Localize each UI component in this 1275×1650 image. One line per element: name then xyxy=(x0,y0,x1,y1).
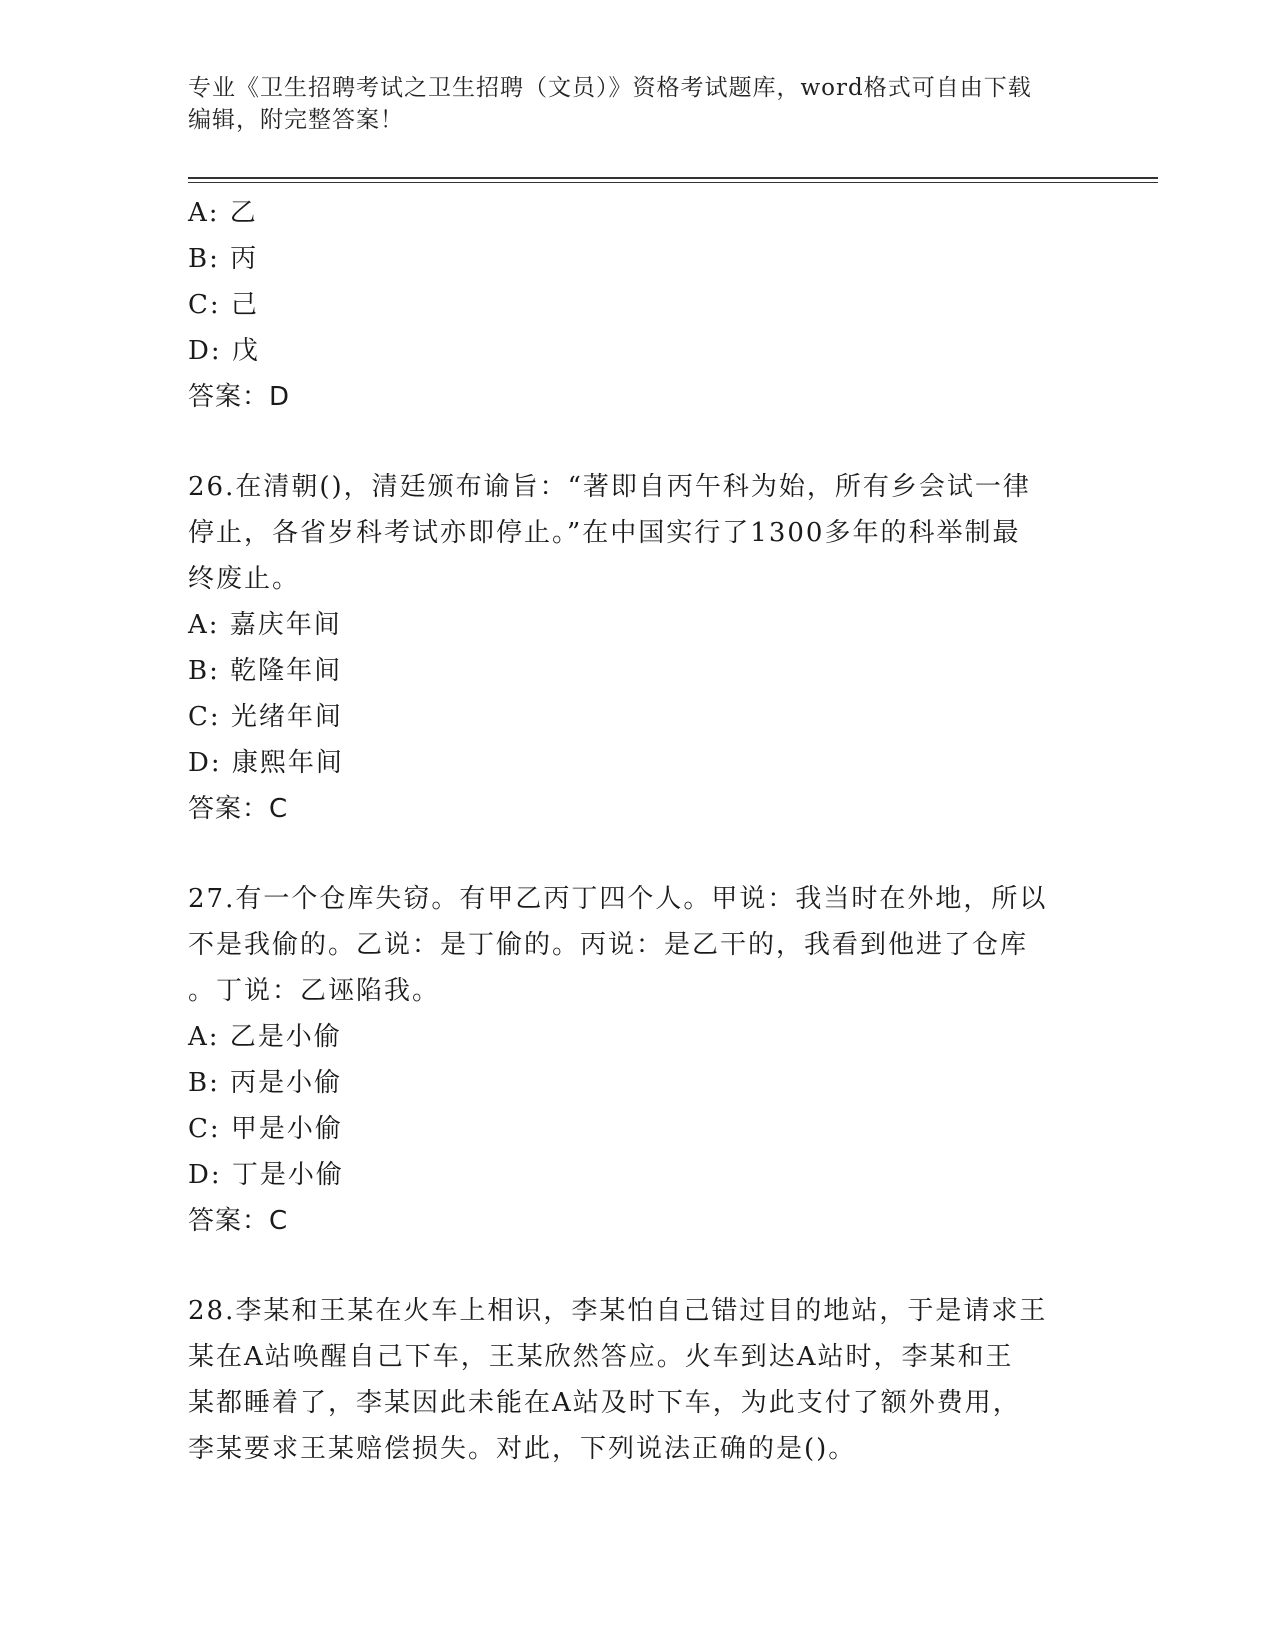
page-header xyxy=(188,72,1068,136)
answer: 答案：C xyxy=(188,1206,289,1236)
question-list xyxy=(188,190,1088,1472)
header-line-1: 专业《卫生招聘考试之卫生招聘（文员）》资格考试题库，word格式可自由下载 xyxy=(188,75,1032,101)
option-c: C: 甲是小偷 xyxy=(188,1114,343,1144)
option-b: B: 乾隆年间 xyxy=(188,656,343,686)
question-text-line: 不是我偷的。乙说：是丁偷的。丙说：是乙干的，我看到他进了仓库 xyxy=(188,930,1029,960)
question-28 xyxy=(188,1288,1088,1472)
option-c: C: 光绪年间 xyxy=(188,702,343,732)
answer: 答案：C xyxy=(188,794,289,824)
question-26 xyxy=(188,464,1088,832)
option-d: D: 丁是小偷 xyxy=(188,1160,344,1190)
header-rule-thick xyxy=(188,177,1158,179)
question-text-line: 某都睡着了，李某因此未能在A站及时下车，为此支付了额外费用， xyxy=(188,1388,1021,1418)
option-a: A: 嘉庆年间 xyxy=(188,610,342,640)
question-text-line: 27.有一个仓库失窃。有甲乙丙丁四个人。甲说：我当时在外地，所以 xyxy=(188,884,1048,914)
option-c: C: 己 xyxy=(188,290,259,320)
header-rule-thin xyxy=(188,182,1158,183)
header-line-2: 编辑，附完整答案！ xyxy=(188,107,404,133)
question-text-line: 停止，各省岁科考试亦即停止。”在中国实行了1300多年的科举制最 xyxy=(188,518,1021,548)
question-25 xyxy=(188,190,1088,420)
option-b: B: 丙 xyxy=(188,244,259,274)
option-d: D: 康熙年间 xyxy=(188,748,344,778)
question-text-line: 李某要求王某赔偿损失。对此，下列说法正确的是()。 xyxy=(188,1434,857,1464)
question-text-line: 。丁说：乙诬陷我。 xyxy=(188,976,441,1006)
question-text-line: 某在A站唤醒自己下车，王某欣然答应。火车到达A站时，李某和王 xyxy=(188,1342,1014,1372)
question-text-line: 26.在清朝()，清廷颁布谕旨：“著即自丙午科为始，所有乡会试一律 xyxy=(188,472,1031,502)
option-a: A: 乙 xyxy=(188,198,258,228)
answer: 答案：D xyxy=(188,382,291,412)
question-27 xyxy=(188,876,1088,1244)
option-a: A: 乙是小偷 xyxy=(188,1022,342,1052)
question-text-line: 28.李某和王某在火车上相识，李某怕自己错过目的地站，于是请求王 xyxy=(188,1296,1048,1326)
option-d: D: 戊 xyxy=(188,336,260,366)
question-text-line: 终废止。 xyxy=(188,564,301,594)
option-b: B: 丙是小偷 xyxy=(188,1068,343,1098)
